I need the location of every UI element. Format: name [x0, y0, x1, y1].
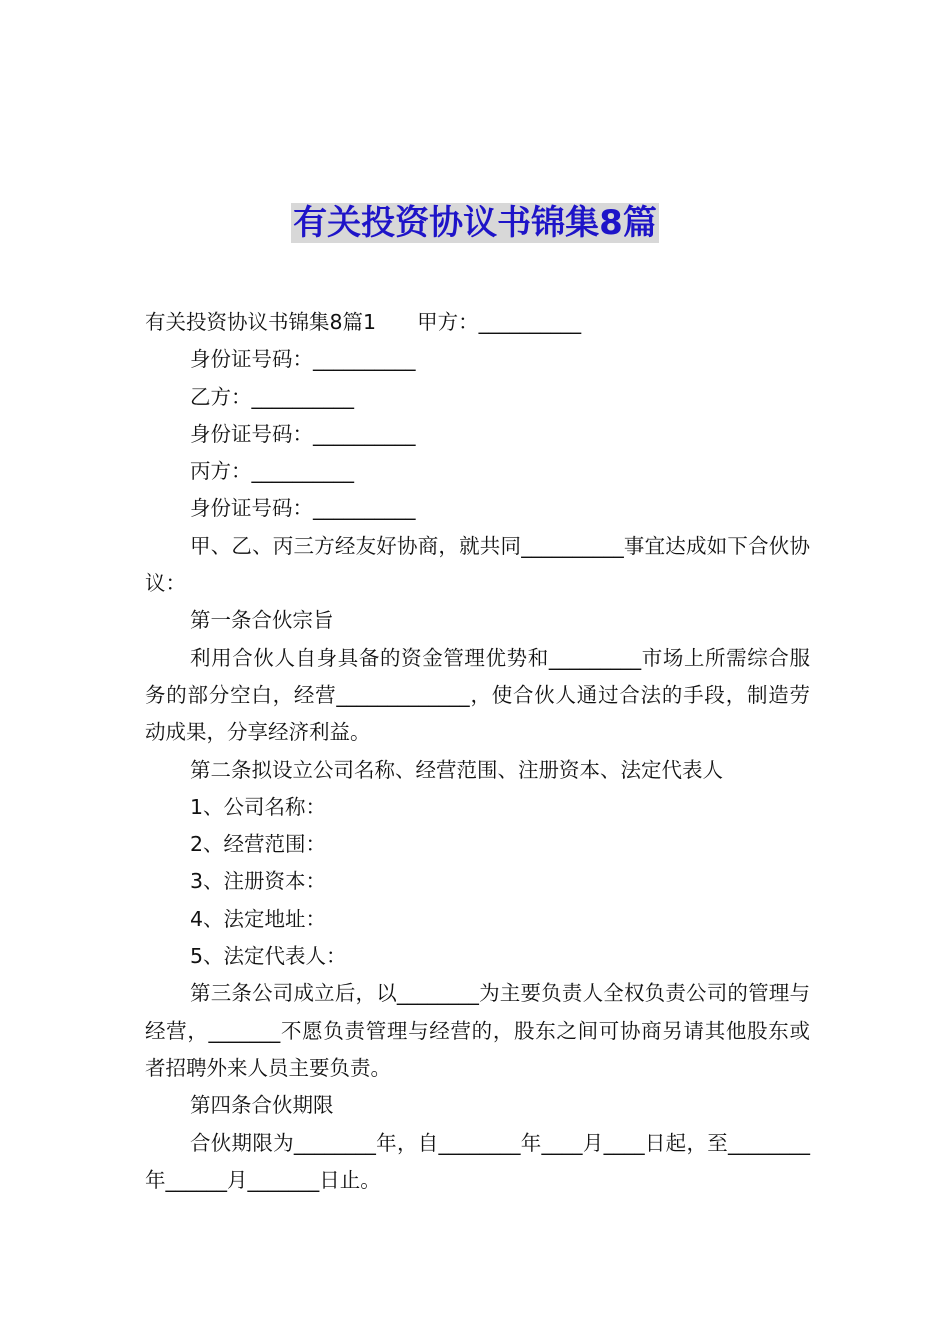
- document-title: [0, 199, 950, 247]
- article-2-item-5: 5、法定代表人：: [190, 944, 347, 969]
- article-3-body: 第三条公司成立后，以________为主要负责人全权负责公司的管理与经营，_______不愿负责管理与经营的，股东之间可协商另请其他股东或者招聘外来人员主要负责。: [145, 981, 810, 1080]
- article-4-body: 合伙期限为________年，自________年____月____日起，至________年______月_______日止。: [145, 1130, 810, 1192]
- document-body: [145, 304, 810, 1199]
- title-text: 有关投资协议书锦集8篇: [293, 202, 657, 243]
- article-1-body: 利用合伙人自身具备的资金管理优势和_________市场上所需综合服务的部分空白，经营_____________，使合伙人通过合法的手段，制造劳动成果，分享经济利益。: [145, 645, 810, 745]
- article-1-heading: 第一条合伙宗旨: [190, 608, 334, 633]
- party-a-id-line: 身份证号码：__________: [190, 347, 416, 372]
- article-2-item-4: 4、法定地址：: [190, 906, 327, 931]
- article-2-item-1: 1、公司名称：: [190, 794, 327, 819]
- article-2-item-2: 2、经营范围：: [190, 832, 327, 857]
- article-2-item-3: 3、注册资本：: [190, 869, 327, 894]
- party-b-id-line: 身份证号码：__________: [190, 421, 416, 446]
- party-c-line: 丙方：__________: [190, 459, 354, 484]
- article-2-heading: 第二条拟设立公司名称、经营范围、注册资本、法定代表人: [190, 757, 723, 782]
- party-b-line: 乙方：__________: [190, 384, 354, 409]
- agreement-preamble: 甲、乙、丙三方经友好协商，就共同__________事宜达成如下合伙协议：: [145, 533, 810, 596]
- intro-line: 有关投资协议书锦集8篇1 甲方：__________: [145, 310, 582, 334]
- article-4-heading: 第四条合伙期限: [190, 1093, 334, 1118]
- party-c-id-line: 身份证号码：__________: [190, 496, 416, 521]
